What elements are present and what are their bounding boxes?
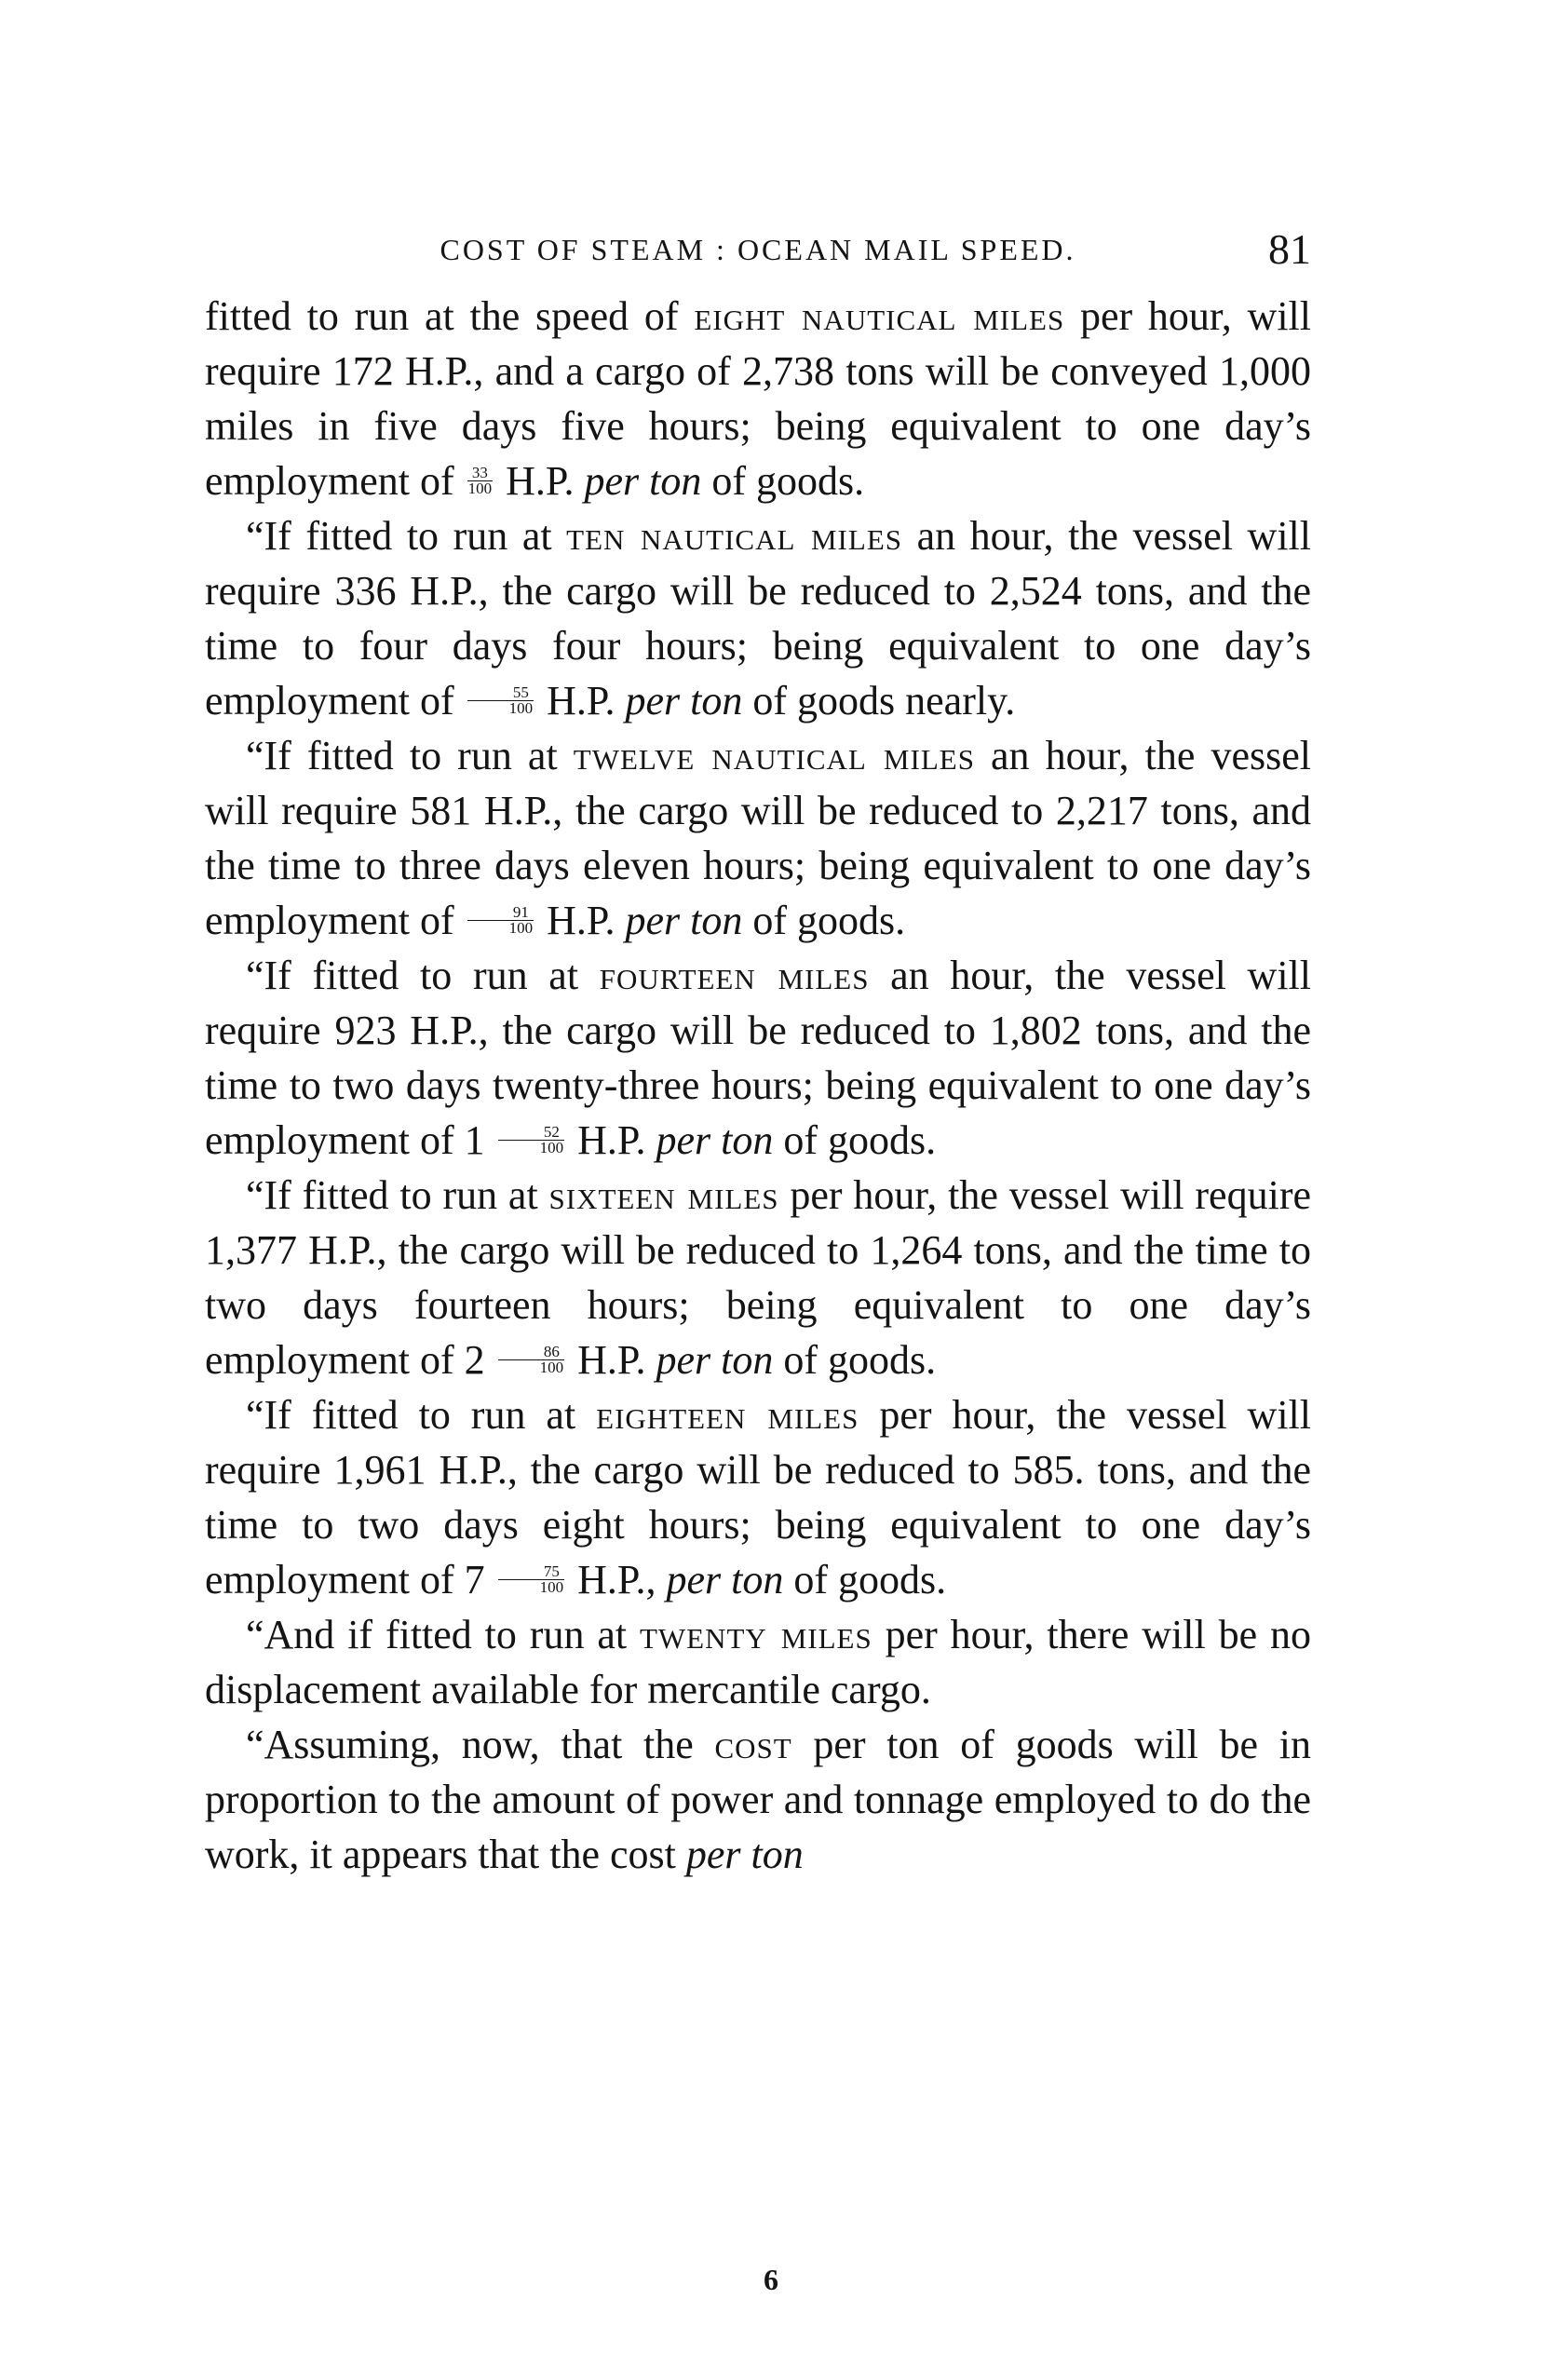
small-caps-text: cost bbox=[714, 1722, 792, 1767]
fraction-denominator: 100 bbox=[539, 1359, 564, 1377]
fraction bbox=[498, 1564, 565, 1595]
paragraph bbox=[205, 1717, 1311, 1882]
small-caps-text: fourteen miles bbox=[599, 953, 870, 998]
fraction-numerator: 86 bbox=[498, 1345, 565, 1360]
italic-text: per ton bbox=[685, 1832, 804, 1877]
fraction-denominator: 100 bbox=[539, 1578, 564, 1597]
text-run: “If fitted to run at bbox=[246, 953, 600, 998]
text-run: H.P. bbox=[567, 1337, 656, 1383]
text-run: per hour, there will be no displacement available for mercantile cargo. bbox=[205, 1612, 1311, 1712]
paragraph bbox=[205, 1607, 1311, 1717]
text-run: H.P. bbox=[495, 458, 585, 504]
small-caps-text: ten nautical miles bbox=[566, 513, 902, 559]
fraction bbox=[498, 1125, 565, 1156]
small-caps-text: twenty miles bbox=[639, 1612, 872, 1657]
text-run: an hour, the vessel will require 923 H.P., the cargo will be reduced to 1,802 tons, and the time to two days twenty-three hours; being equivalent to one day’s employment of 1 bbox=[205, 953, 1312, 1163]
text-run: “And if fitted to run at bbox=[246, 1612, 640, 1657]
fraction-numerator: 55 bbox=[467, 685, 534, 701]
running-head: COST OF STEAM : OCEAN MAIL SPEED. bbox=[440, 233, 1076, 266]
italic-text: per ton bbox=[625, 898, 743, 943]
paragraph bbox=[205, 508, 1311, 728]
small-caps-text: sixteen miles bbox=[548, 1172, 779, 1218]
small-caps-text: twelve nautical miles bbox=[573, 733, 975, 778]
paragraph bbox=[205, 1168, 1311, 1387]
fraction-numerator: 52 bbox=[498, 1125, 565, 1141]
text-run: an hour, the vessel will require 336 H.P., the cargo will be reduced to 2,524 tons, and the time to four days four hours; being equivalent to one day’s employment of bbox=[205, 513, 1311, 723]
text-run: “If fitted to run at bbox=[246, 1172, 549, 1218]
text-run: H.P. bbox=[536, 678, 626, 723]
text-run: “Assuming, now, that the bbox=[246, 1722, 715, 1767]
italic-text: per ton bbox=[666, 1557, 784, 1602]
paragraph bbox=[205, 728, 1311, 948]
fraction bbox=[467, 905, 534, 936]
italic-text: per ton bbox=[625, 678, 743, 723]
body-text bbox=[205, 289, 1311, 1882]
paragraph bbox=[205, 948, 1311, 1168]
fraction-numerator: 75 bbox=[498, 1564, 565, 1580]
fraction-denominator: 100 bbox=[508, 699, 534, 718]
text-run: fitted to run at the speed of bbox=[205, 293, 695, 339]
text-run: H.P. bbox=[536, 898, 626, 943]
text-run: an hour, the vessel will require 581 H.P., the cargo will be reduced to 2,217 tons, and the time to three days eleven hours; being equivalent to one day’s employment of bbox=[205, 733, 1312, 943]
small-caps-text: eighteen miles bbox=[596, 1392, 859, 1438]
text-run: “If fitted to run at bbox=[246, 513, 567, 559]
fraction-numerator: 33 bbox=[467, 466, 494, 481]
paragraph bbox=[205, 289, 1311, 508]
text-run: of goods. bbox=[701, 458, 865, 504]
text-run: “If fitted to run at bbox=[246, 1392, 597, 1438]
fraction bbox=[498, 1345, 565, 1375]
text-run: per hour, the vessel will require 1,961 H.P., the cargo will be reduced to 585. tons, and the time to two days eight hours; being equivalent to one day’s employment of 7 bbox=[205, 1392, 1311, 1602]
text-run: H.P., bbox=[567, 1557, 667, 1602]
page-header bbox=[205, 222, 1311, 277]
text-run: of goods. bbox=[742, 898, 906, 943]
signature-mark: 6 bbox=[764, 2263, 778, 2296]
text-run: H.P. bbox=[567, 1117, 656, 1163]
fraction-denominator: 100 bbox=[539, 1139, 564, 1157]
text-run: per ton of goods will be in proportion to the amount of power and tonnage employed to do the work, it appears that the cost bbox=[205, 1722, 1311, 1877]
text-run: per hour, will require 172 H.P., and a cargo of 2,738 tons will be conveyed 1,000 miles in five days five hours; being equivalent to one day’s employment of bbox=[205, 293, 1311, 504]
italic-text: per ton bbox=[656, 1337, 774, 1383]
italic-text: per ton bbox=[656, 1117, 774, 1163]
fraction bbox=[467, 685, 534, 716]
fraction-numerator: 91 bbox=[467, 905, 534, 921]
fraction-denominator: 100 bbox=[508, 919, 534, 938]
text-run: of goods. bbox=[773, 1117, 937, 1163]
italic-text: per ton bbox=[584, 458, 702, 504]
small-caps-text: eight nautical miles bbox=[694, 293, 1065, 339]
text-run: of goods nearly. bbox=[742, 678, 1016, 723]
page-number: 81 bbox=[1268, 225, 1311, 273]
fraction bbox=[467, 466, 494, 496]
text-run: of goods. bbox=[773, 1337, 937, 1383]
text-run: of goods. bbox=[783, 1557, 947, 1602]
text-run: per hour, the vessel will require 1,377 H.P., the cargo will be reduced to 1,264 tons, and the time to two days fourteen hours; being equivalent to one day’s employment of 2 bbox=[205, 1172, 1311, 1383]
paragraph bbox=[205, 1387, 1311, 1607]
fraction-denominator: 100 bbox=[467, 480, 493, 498]
text-run: “If fitted to run at bbox=[246, 733, 574, 778]
